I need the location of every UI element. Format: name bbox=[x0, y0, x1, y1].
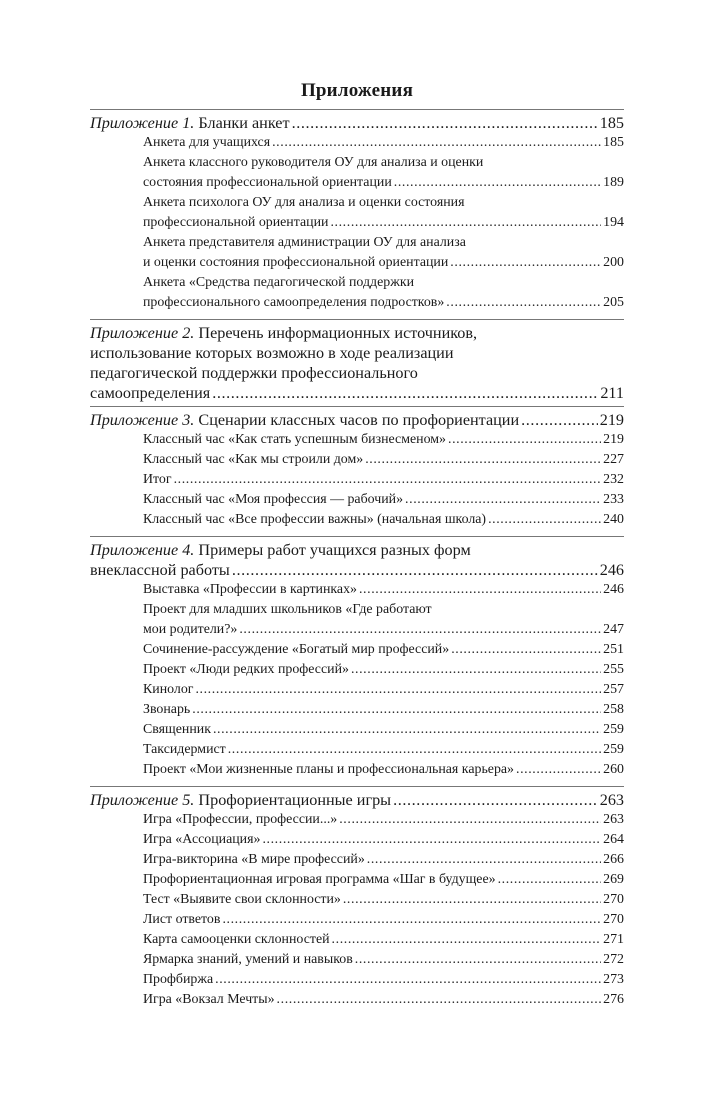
toc-sub-entry bbox=[143, 490, 624, 510]
toc-sub-line bbox=[143, 680, 624, 700]
dot-leader bbox=[448, 430, 601, 450]
toc-section bbox=[90, 536, 624, 783]
toc-sub-entry bbox=[143, 133, 624, 153]
toc-sub-entry bbox=[143, 720, 624, 740]
toc-main-text-wrap bbox=[90, 410, 519, 430]
page-number: 257 bbox=[603, 682, 624, 697]
page-number: 251 bbox=[603, 642, 624, 657]
page-number: 194 bbox=[603, 215, 624, 230]
toc-main-entry bbox=[90, 323, 624, 403]
dot-leader bbox=[351, 660, 601, 680]
toc-sub-entry bbox=[143, 273, 624, 313]
dot-leader bbox=[212, 383, 598, 403]
toc-sub-list bbox=[90, 580, 624, 783]
toc-sub-text: состояния профессиональной ориентации bbox=[143, 175, 392, 190]
page-number: 232 bbox=[603, 472, 624, 487]
page-number: 259 bbox=[603, 742, 624, 757]
toc-sub-text: Проект «Мои жизненные планы и профессиональная карьера» bbox=[143, 762, 514, 777]
appendix-label: Приложение 4. bbox=[90, 541, 195, 559]
page-number: 185 bbox=[599, 114, 624, 132]
dot-leader bbox=[343, 890, 601, 910]
toc-sub-entry bbox=[143, 193, 624, 233]
page-number: 270 bbox=[603, 892, 624, 907]
toc-sub-entry bbox=[143, 970, 624, 990]
page-number: 211 bbox=[600, 384, 624, 402]
toc-sub-entry bbox=[143, 233, 624, 273]
dot-leader bbox=[367, 850, 601, 870]
dot-leader bbox=[213, 720, 601, 740]
toc-sub-entry bbox=[143, 700, 624, 720]
page-number: 272 bbox=[603, 952, 624, 967]
dot-leader bbox=[394, 173, 601, 193]
page-number: 263 bbox=[603, 812, 624, 827]
dot-leader bbox=[355, 950, 601, 970]
toc-sub-entry bbox=[143, 470, 624, 490]
dot-leader bbox=[498, 870, 602, 890]
page-number: 260 bbox=[603, 762, 624, 777]
toc-sub-line bbox=[143, 890, 624, 910]
toc-sub-text: Классный час «Моя профессия — рабочий» bbox=[143, 492, 404, 507]
toc-sub-entry bbox=[143, 930, 624, 950]
toc-sub-text: Игра-викторина «В мире профессий» bbox=[143, 852, 365, 867]
toc-sub-entry bbox=[143, 870, 624, 890]
toc-main-line bbox=[90, 363, 624, 383]
toc-main-line bbox=[90, 560, 624, 580]
page-number: 258 bbox=[603, 702, 624, 717]
toc-section bbox=[90, 319, 624, 403]
dot-leader bbox=[222, 910, 601, 930]
dot-leader bbox=[174, 470, 602, 490]
toc-sub-entry bbox=[143, 680, 624, 700]
toc-sub-entry bbox=[143, 760, 624, 780]
toc-sub-line bbox=[143, 173, 624, 193]
dot-leader bbox=[521, 410, 598, 430]
toc-sub-text: Священник bbox=[143, 722, 211, 737]
toc-sub-line bbox=[143, 620, 624, 640]
toc-main-line bbox=[90, 410, 624, 430]
page-number: 246 bbox=[599, 561, 624, 579]
toc-sub-line bbox=[143, 950, 624, 970]
page-number: 273 bbox=[603, 972, 624, 987]
toc-sub-entry bbox=[143, 990, 624, 1010]
toc-sub-line bbox=[143, 430, 624, 450]
toc-sub-line: Анкета представителя администрации ОУ для анализа bbox=[143, 235, 466, 250]
dot-leader bbox=[332, 930, 602, 950]
toc-sub-text: Ярмарка знаний, умений и навыков bbox=[143, 952, 353, 967]
toc-sub-line bbox=[143, 253, 624, 273]
dot-leader bbox=[239, 620, 601, 640]
dot-leader bbox=[272, 133, 601, 153]
dot-leader bbox=[277, 990, 602, 1010]
toc-sub-text: Профбиржа bbox=[143, 972, 214, 987]
toc-section bbox=[90, 406, 624, 533]
toc-sub-entry bbox=[143, 430, 624, 450]
toc-sub-line bbox=[143, 740, 624, 760]
toc-sub-line bbox=[143, 580, 624, 600]
toc-sub-text: Тест «Выявите свои склонности» bbox=[143, 892, 341, 907]
page-number: 189 bbox=[603, 175, 624, 190]
page-number: 255 bbox=[603, 662, 624, 677]
toc-main-entry bbox=[90, 410, 624, 430]
dot-leader bbox=[232, 560, 598, 580]
toc-sub-line bbox=[143, 213, 624, 233]
toc-sub-line bbox=[143, 870, 624, 890]
appendix-label: Приложение 1. bbox=[90, 114, 195, 132]
page-number: 240 bbox=[603, 512, 624, 527]
toc-main-text: Профориентационные игры bbox=[198, 791, 392, 809]
appendix-label: Приложение 5. bbox=[90, 791, 195, 809]
toc-sub-list bbox=[90, 810, 624, 1013]
toc-sub-entry bbox=[143, 740, 624, 760]
toc-sub-text: Анкета для учащихся bbox=[143, 135, 271, 150]
toc-sub-line bbox=[143, 930, 624, 950]
dot-leader bbox=[192, 700, 601, 720]
toc-sub-line bbox=[143, 990, 624, 1010]
dot-leader bbox=[516, 760, 601, 780]
toc-main-line bbox=[90, 113, 624, 133]
dot-leader bbox=[450, 253, 601, 273]
page-title: Приложения bbox=[300, 80, 414, 101]
dot-leader bbox=[365, 450, 601, 470]
toc-sub-line bbox=[143, 660, 624, 680]
dot-leader bbox=[488, 510, 601, 530]
toc-sub-text: Звонарь bbox=[143, 702, 191, 717]
toc-sub-text: Профориентационная игровая программа «Шаг в будущее» bbox=[143, 872, 496, 887]
page-number: 247 bbox=[603, 622, 624, 637]
toc-sub-line: Проект для младших школьников «Где работают bbox=[143, 602, 432, 617]
toc-sub-text: Игра «Ассоциация» bbox=[143, 832, 261, 847]
toc-main-text: самоопределения bbox=[90, 384, 211, 402]
toc-sub-entry bbox=[143, 640, 624, 660]
toc-main-entry bbox=[90, 540, 624, 580]
toc-section bbox=[90, 109, 624, 316]
toc-sub-line bbox=[143, 810, 624, 830]
toc-main-text: Перечень информационных источников, bbox=[198, 324, 478, 342]
dot-leader bbox=[446, 293, 601, 313]
toc-sub-text: профессиональной ориентации bbox=[143, 215, 329, 230]
toc-main-line bbox=[90, 343, 624, 363]
page-number: 276 bbox=[603, 992, 624, 1007]
toc-sub-text: Таксидермист bbox=[143, 742, 226, 757]
toc-sub-text: Лист ответов bbox=[143, 912, 221, 927]
toc-main-text: Сценарии классных часов по профориентации bbox=[198, 411, 520, 429]
toc-sub-text: Итог bbox=[143, 472, 172, 487]
toc-sub-entry bbox=[143, 600, 624, 640]
toc-main-text: педагогической поддержки профессионального bbox=[90, 364, 418, 382]
toc-sub-text: Выставка «Профессии в картинках» bbox=[143, 582, 357, 597]
toc-main-text: Бланки анкет bbox=[198, 114, 290, 132]
toc-sub-line bbox=[143, 720, 624, 740]
toc-sub-text: Игра «Вокзал Мечты» bbox=[143, 992, 275, 1007]
page-number: 270 bbox=[603, 912, 624, 927]
dot-leader bbox=[359, 580, 601, 600]
toc-sub-text: Карта самооценки склонностей bbox=[143, 932, 330, 947]
toc-main-line bbox=[90, 383, 624, 403]
toc-sub-entry bbox=[143, 890, 624, 910]
toc-sub-line bbox=[143, 133, 624, 153]
toc-sub-line bbox=[143, 830, 624, 850]
dot-leader bbox=[405, 490, 601, 510]
appendix-label: Приложение 3. bbox=[90, 411, 195, 429]
dot-leader bbox=[292, 113, 598, 133]
appendix-label: Приложение 2. bbox=[90, 324, 195, 342]
toc-sub-line bbox=[143, 470, 624, 490]
page-number: 233 bbox=[603, 492, 624, 507]
toc-main-text: использование которых возможно в ходе реализации bbox=[90, 344, 454, 362]
page-number: 259 bbox=[603, 722, 624, 737]
page-number: 269 bbox=[603, 872, 624, 887]
toc-main-entry bbox=[90, 790, 624, 810]
table-of-contents bbox=[90, 109, 624, 1013]
toc-sub-entry bbox=[143, 580, 624, 600]
toc-main-line bbox=[90, 540, 624, 560]
toc-sub-entry bbox=[143, 910, 624, 930]
toc-sub-text: профессионального самоопределения подростков» bbox=[143, 295, 445, 310]
page-number: 185 bbox=[603, 135, 624, 150]
dot-leader bbox=[393, 790, 598, 810]
toc-sub-text: Классный час «Все профессии важны» (начальная школа) bbox=[143, 512, 487, 527]
toc-main-text-wrap bbox=[90, 560, 230, 580]
toc-sub-list bbox=[90, 430, 624, 533]
dot-leader bbox=[451, 640, 601, 660]
toc-section bbox=[90, 786, 624, 1013]
toc-main-text: внеклассной работы bbox=[90, 561, 230, 579]
toc-main-text-wrap bbox=[90, 790, 391, 810]
toc-sub-line: Анкета психолога ОУ для анализа и оценки состояния bbox=[143, 195, 465, 210]
toc-sub-entry bbox=[143, 660, 624, 680]
toc-sub-line: Анкета классного руководителя ОУ для анализа и оценки bbox=[143, 155, 484, 170]
toc-sub-text: Проект «Люди редких профессий» bbox=[143, 662, 349, 677]
toc-sub-entry bbox=[143, 810, 624, 830]
toc-main-text-wrap bbox=[90, 113, 290, 133]
toc-main-line bbox=[90, 323, 624, 343]
toc-sub-entry bbox=[143, 950, 624, 970]
page-number: 246 bbox=[603, 582, 624, 597]
toc-sub-list bbox=[90, 133, 624, 316]
page-number: 205 bbox=[603, 295, 624, 310]
dot-leader bbox=[228, 740, 601, 760]
page-number: 219 bbox=[599, 411, 624, 429]
page-number: 264 bbox=[603, 832, 624, 847]
page-number: 271 bbox=[603, 932, 624, 947]
toc-sub-line bbox=[143, 490, 624, 510]
toc-main-text: Примеры работ учащихся разных форм bbox=[198, 541, 471, 559]
toc-sub-line bbox=[143, 640, 624, 660]
toc-sub-line bbox=[143, 970, 624, 990]
toc-sub-line bbox=[143, 450, 624, 470]
dot-leader bbox=[262, 830, 601, 850]
toc-sub-text: Классный час «Как стать успешным бизнесменом» bbox=[143, 432, 446, 447]
toc-sub-text: Классный час «Как мы строили дом» bbox=[143, 452, 364, 467]
toc-sub-text: мои родители?» bbox=[143, 622, 238, 637]
toc-sub-text: Игра «Профессии, профессии...» bbox=[143, 812, 338, 827]
toc-sub-line bbox=[143, 700, 624, 720]
toc-sub-text: Сочинение-рассуждение «Богатый мир профессий» bbox=[143, 642, 450, 657]
toc-sub-line bbox=[143, 850, 624, 870]
toc-main-line bbox=[90, 790, 624, 810]
toc-sub-entry bbox=[143, 850, 624, 870]
dot-leader bbox=[330, 213, 601, 233]
toc-sub-entry bbox=[143, 830, 624, 850]
toc-main-entry bbox=[90, 113, 624, 133]
page-number: 219 bbox=[603, 432, 624, 447]
toc-sub-line: Анкета «Средства педагогической поддержки bbox=[143, 275, 415, 290]
toc-sub-text: Кинолог bbox=[143, 682, 194, 697]
toc-sub-line bbox=[143, 760, 624, 780]
dot-leader bbox=[339, 810, 601, 830]
toc-sub-line bbox=[143, 293, 624, 313]
dot-leader bbox=[195, 680, 601, 700]
dot-leader bbox=[215, 970, 601, 990]
toc-sub-text: и оценки состояния профессиональной ориентации bbox=[143, 255, 449, 270]
toc-main-text-wrap bbox=[90, 383, 210, 403]
toc-sub-line bbox=[143, 510, 624, 530]
page-number: 263 bbox=[599, 791, 624, 809]
page-number: 200 bbox=[603, 255, 624, 270]
page-number: 266 bbox=[603, 852, 624, 867]
toc-sub-entry bbox=[143, 153, 624, 193]
toc-sub-entry bbox=[143, 510, 624, 530]
toc-sub-entry bbox=[143, 450, 624, 470]
page-number: 227 bbox=[603, 452, 624, 467]
toc-sub-line bbox=[143, 910, 624, 930]
